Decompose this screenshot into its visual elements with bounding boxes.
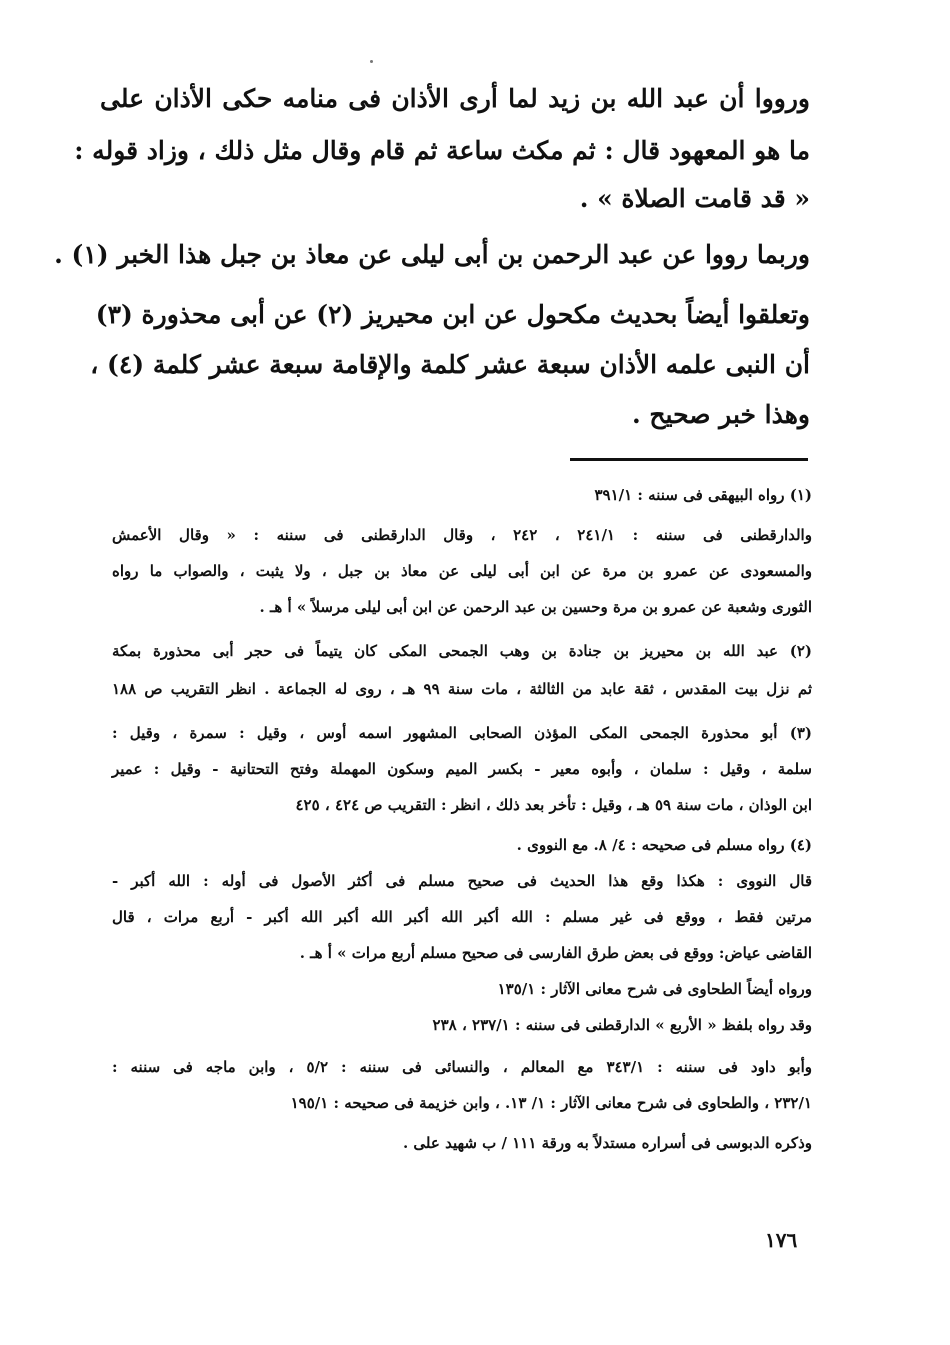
main-line: أن النبى علمه الأذان سبعة عشر كلمة والإقامة سبعة عشر كلمة (٤) ، xyxy=(90,350,810,379)
footnote-line: والمسعودى عن عمرو بن مرة عن ابن أبى ليلى عن معاذ بن جبل ، ولا يثبت ، والصواب ما رواه xyxy=(112,562,812,580)
speck-mark xyxy=(370,60,373,63)
footnote-line: (٣) أبو محذورة الجمحى المكى المؤذن الصحابى المشهور اسمه أوس ، وقيل : سمرة ، وقيل : xyxy=(112,724,812,742)
footnote-line: (٢) عبد الله بن محيريز بن جنادة بن وهب الجمحى المكى كان يتيماً فى حجر أبى محذورة بمكة xyxy=(112,642,812,660)
footnote-line: الثورى وشعبة عن عمرو بن مرة وحسين بن عبد الرحمن عن ابن أبى ليلى مرسلاً » أ هـ . xyxy=(259,598,812,616)
footnote-line: والدارقطنى فى سننه : ٢٤١/١ ، ٢٤٢ ، وقال الدارقطنى فى سننه : « وقال الأعمش xyxy=(112,526,812,544)
main-line: وهذا خبر صحيح . xyxy=(632,400,810,429)
footnote-separator xyxy=(570,458,808,461)
main-line: ورووا أن عبد الله بن زيد لما أرى الأذان فى منامه حكى الأذان على xyxy=(100,84,810,113)
footnote-line: ثم نزل بيت المقدس ، ثقة عابد من الثالثة ، مات سنة ٩٩ هـ ، روى له الجماعة . انظر التقريب ص ١٨٨ xyxy=(112,680,812,698)
footnote-line: قال النووى : هكذا وقع هذا الحديث فى صحيح مسلم فى أكثر الأصول فى أوله : الله أكبر - xyxy=(112,872,812,890)
footnote-line: وذكره الدبوسى فى أسراره مستدلاً به ورقة ١١١ / ب شهيد على . xyxy=(402,1134,812,1152)
footnote-line: وأبو داود فى سننه : ٣٤٣/١ مع المعالم ، والنسائى فى سننه : ٥/٢ ، وابن ماجه فى سننه : xyxy=(112,1058,812,1076)
footnote-line: (٤) رواه مسلم فى صحيحه : ٤/ ٨. مع النووى . xyxy=(516,836,812,854)
footnote-line: ابن الوذان ، مات سنة ٥٩ هـ ، وقيل : تأخر بعد ذلك ، انظر : التقريب ص ٤٢٤ ، ٤٢٥ xyxy=(295,796,812,814)
footnote-line: وقد رواه بلفظ « الأربع » الدارقطنى فى سننه : ٢٣٧/١ ، ٢٣٨ xyxy=(432,1016,812,1034)
main-line: وربما رووا عن عبد الرحمن بن أبى ليلى عن معاذ بن جبل هذا الخبر (١) . xyxy=(54,240,810,269)
page-number: ١٧٦ xyxy=(765,1228,798,1252)
footnote-line: سلمة ، وقيل : سلمان ، وأبوه معير - بكسر الميم وسكون المهملة وفتح التحتانية - وقيل : عمير xyxy=(112,760,812,778)
main-line: وتعلقوا أيضاً بحديث مكحول عن ابن محيريز (٢) عن أبى محذورة (٣) xyxy=(95,300,810,329)
footnote-line: القاضى عياض: ووقع فى بعض طرق الفارسى فى صحيح مسلم أربع مرات » أ هـ . xyxy=(299,944,812,962)
main-line: ما هو المعهود قال : ثم مكث ساعة ثم قام وقال مثل ذلك ، وزاد قوله : xyxy=(74,136,810,165)
footnote-line: مرتين فقط ، ووقع فى غير مسلم : الله أكبر الله أكبر الله أكبر الله أكبر - أربع مرات ، قال xyxy=(112,908,812,926)
footnote-line: ورواه أيضاً الطحاوى فى شرح معانى الآثار : ١٣٥/١ xyxy=(497,980,812,998)
main-line: « قد قامت الصلاة » . xyxy=(579,184,810,213)
footnote-line: ٢٣٢/١ ، والطحاوى فى شرح معانى الآثار : ١/ ١٣. ، وابن خزيمة فى صحيحه : ١٩٥/١ xyxy=(290,1094,812,1112)
footnote-line: (١) رواه البيهقى فى سننه : ٣٩١/١ xyxy=(594,486,812,504)
